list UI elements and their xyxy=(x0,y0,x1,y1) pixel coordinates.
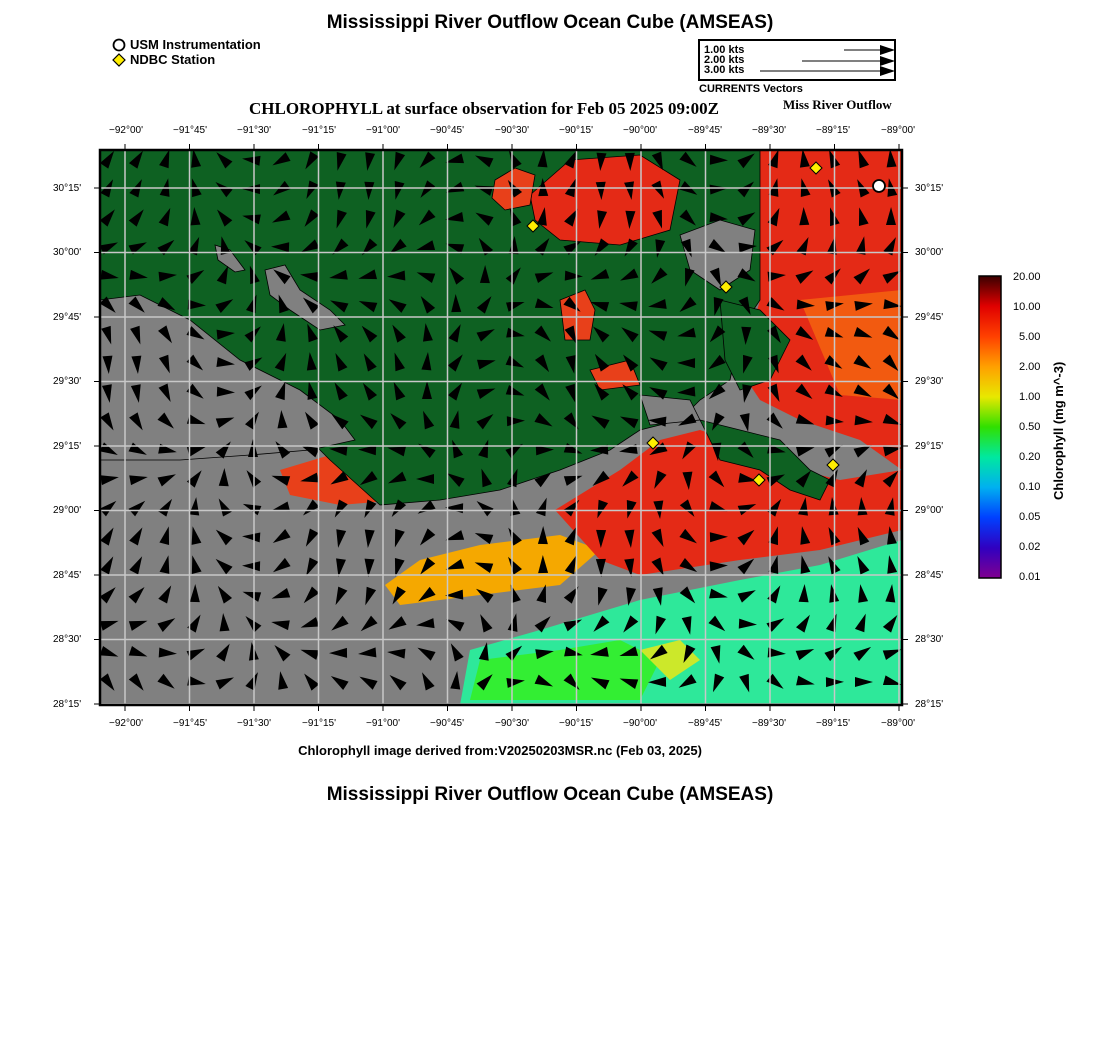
colorbar-tick: 0.50 xyxy=(1019,421,1041,433)
ndbc-legend-label: NDBC Station xyxy=(130,52,216,67)
page-title: Mississippi River Outflow Ocean Cube (AMSEAS) xyxy=(326,12,774,33)
colorbar-tick: 0.20 xyxy=(1019,451,1041,463)
lon-tick-top: −89°15' xyxy=(816,125,850,136)
lon-tick-top: −90°15' xyxy=(559,125,593,136)
lon-tick-bottom: −90°15' xyxy=(559,718,593,729)
lat-tick-left: 29°00' xyxy=(53,505,82,516)
colorbar-tick: 10.00 xyxy=(1013,301,1041,313)
lat-tick-right: 30°00' xyxy=(915,247,944,258)
lon-tick-bottom: −91°00' xyxy=(366,718,400,729)
colorbar-tick: 20.00 xyxy=(1013,271,1041,283)
lon-tick-bottom: −89°00' xyxy=(881,718,915,729)
currents-caption: CURRENTS Vectors xyxy=(699,83,803,95)
lon-tick-top: −91°00' xyxy=(366,125,400,136)
lat-tick-right: 29°15' xyxy=(915,441,944,452)
lat-tick-right: 28°30' xyxy=(915,634,944,645)
lat-tick-left: 29°30' xyxy=(53,376,82,387)
lon-tick-bottom: −89°15' xyxy=(816,718,850,729)
lat-tick-left: 29°15' xyxy=(53,441,82,452)
region-label: Miss River Outflow xyxy=(783,97,892,112)
colorbar-tick: 1.00 xyxy=(1019,391,1041,403)
lon-tick-bottom: −89°30' xyxy=(752,718,786,729)
colorbar-tick: 0.01 xyxy=(1019,571,1041,583)
lon-tick-bottom: −90°45' xyxy=(430,718,464,729)
lat-tick-left: 29°45' xyxy=(53,312,82,323)
lon-tick-bottom: −89°45' xyxy=(688,718,722,729)
speed-3-label: 3.00 kts xyxy=(704,64,745,76)
lat-tick-right: 28°45' xyxy=(915,570,944,581)
colorbar-tick: 5.00 xyxy=(1019,331,1041,343)
usm-station-marker[interactable] xyxy=(873,180,885,192)
speed-1-label: 1.00 kts xyxy=(704,44,745,56)
lon-tick-bottom: −91°15' xyxy=(302,718,336,729)
map-subtitle: CHLOROPHYLL at surface observation for Feb 05 2025 09:00Z xyxy=(249,99,719,118)
colorbar-tick: 0.02 xyxy=(1019,541,1041,553)
lon-tick-top: −89°00' xyxy=(881,125,915,136)
colorbar-label: Chlorophyll (mg m^-3) xyxy=(1051,361,1066,500)
lon-tick-top: −92°00' xyxy=(109,125,143,136)
lat-tick-right: 30°15' xyxy=(915,183,944,194)
lat-tick-left: 30°15' xyxy=(53,183,82,194)
lon-tick-top: −90°30' xyxy=(495,125,529,136)
lon-tick-bottom: −91°30' xyxy=(237,718,271,729)
colorbar-ramp xyxy=(979,276,1001,578)
lat-tick-right: 29°45' xyxy=(915,312,944,323)
lat-tick-right: 28°15' xyxy=(915,699,944,710)
lon-tick-bottom: −90°30' xyxy=(495,718,529,729)
lat-tick-right: 29°00' xyxy=(915,505,944,516)
lat-tick-left: 30°00' xyxy=(53,247,82,258)
speed-2-label: 2.00 kts xyxy=(704,54,745,66)
lon-tick-top: −90°45' xyxy=(430,125,464,136)
source-caption: Chlorophyll image derived from:V20250203MSR.nc (Feb 03, 2025) xyxy=(298,743,702,758)
lon-tick-top: −91°45' xyxy=(173,125,207,136)
lon-tick-top: −89°45' xyxy=(688,125,722,136)
lon-tick-top: −91°30' xyxy=(237,125,271,136)
colorbar-tick: 2.00 xyxy=(1019,361,1041,373)
lon-tick-bottom: −92°00' xyxy=(109,718,143,729)
lon-tick-bottom: −91°45' xyxy=(173,718,207,729)
lat-tick-right: 29°30' xyxy=(915,376,944,387)
lat-tick-left: 28°30' xyxy=(53,634,82,645)
lon-tick-top: −91°15' xyxy=(302,125,336,136)
usm-legend-label: USM Instrumentation xyxy=(130,37,261,52)
lat-tick-left: 28°45' xyxy=(53,570,82,581)
colorbar-tick: 0.05 xyxy=(1019,511,1041,523)
page-title-repeat: Mississippi River Outflow Ocean Cube (AMSEAS) xyxy=(326,784,774,805)
lon-tick-top: −89°30' xyxy=(752,125,786,136)
lat-tick-left: 28°15' xyxy=(53,699,82,710)
lon-tick-bottom: −90°00' xyxy=(623,718,657,729)
lon-tick-top: −90°00' xyxy=(623,125,657,136)
colorbar-tick: 0.10 xyxy=(1019,481,1041,493)
